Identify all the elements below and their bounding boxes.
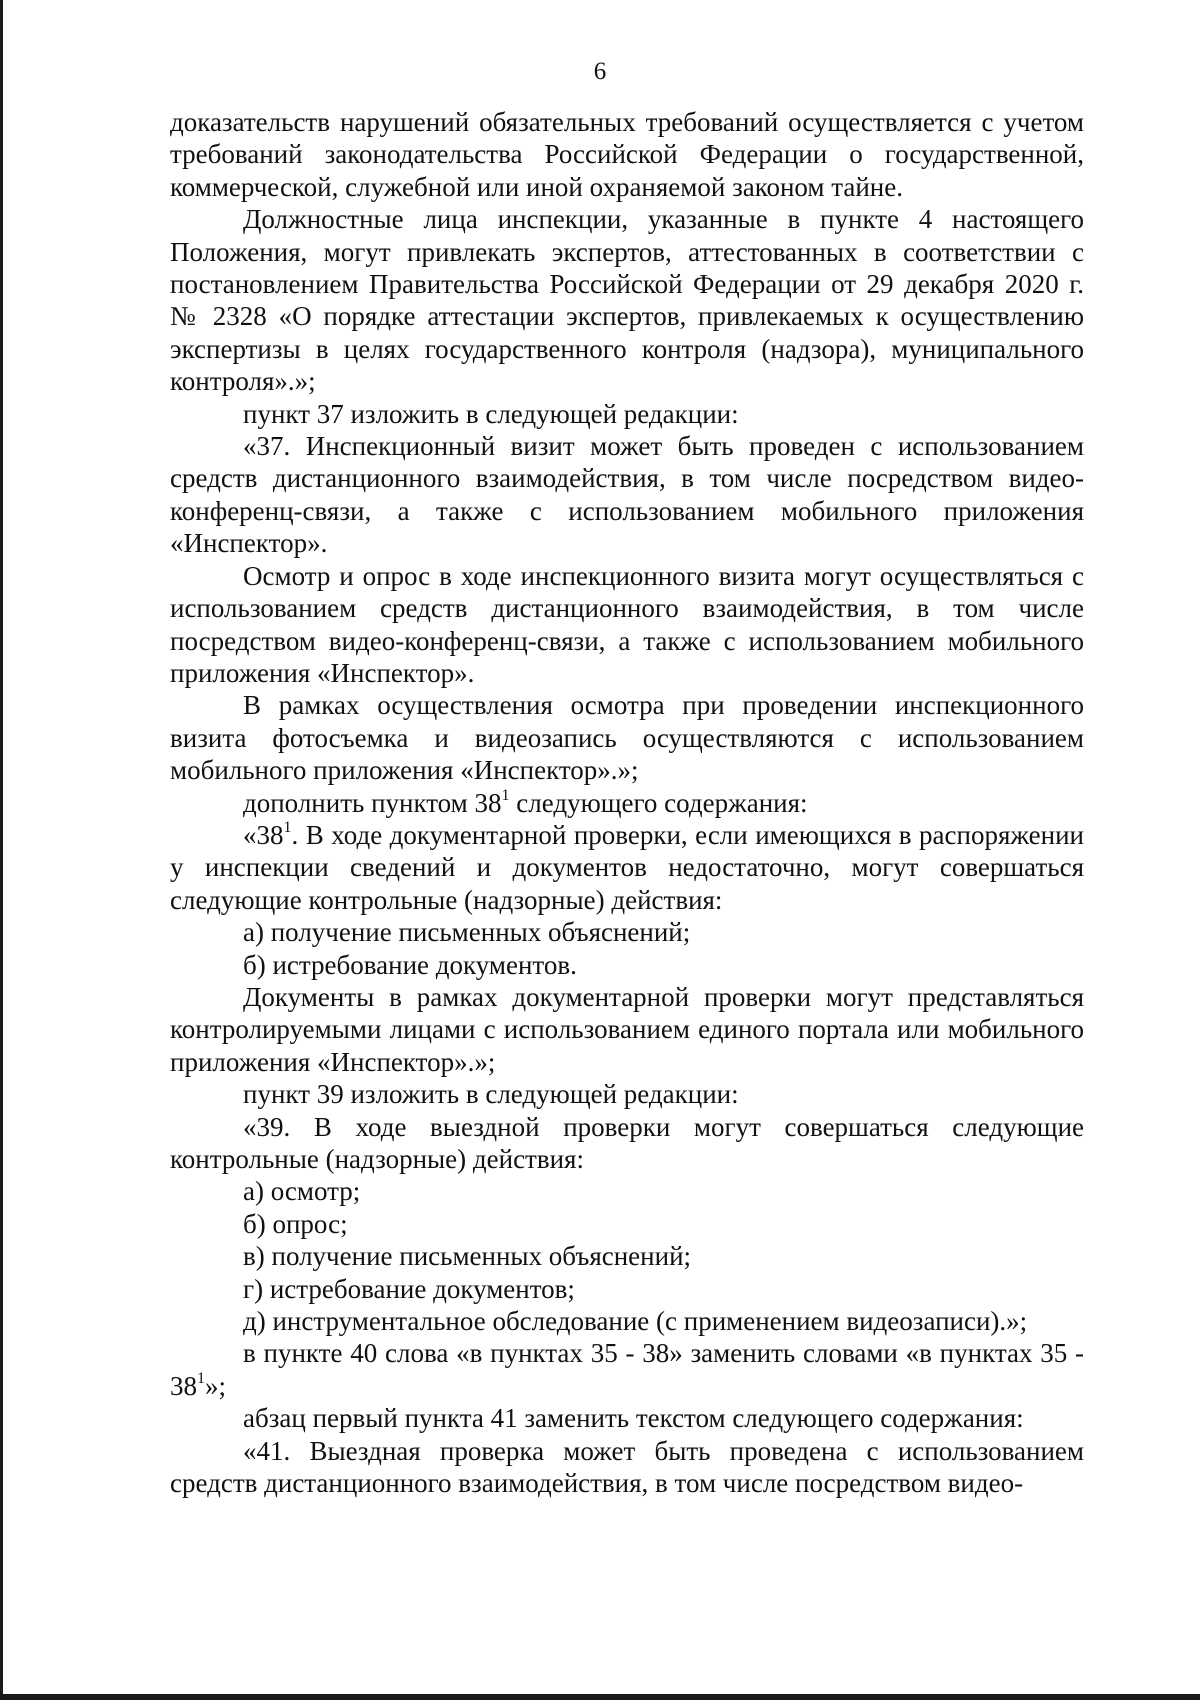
list-item: г) истребование документов; [243, 1273, 575, 1304]
paragraph: Документы в рамках документарной проверки могут представляться контролируемыми лицами с использованием единого портала или мобильного приложения «Инспектор».»; [170, 981, 1084, 1077]
list-item: д) инструментальное обследование (с применением видеозаписи).»; [243, 1306, 1028, 1337]
page-number: 6 [593, 58, 607, 85]
text-run: дополнить пунктом 38 [243, 787, 502, 818]
paragraph: абзац первый пункта 41 заменить текстом следующего содержания: [243, 1403, 1024, 1434]
list-item: а) осмотр; [243, 1176, 361, 1207]
paragraph: «39. В ходе выездной проверки могут совершаться следующие контрольные (надзорные) действия: [170, 1111, 1084, 1174]
superscript: 1 [501, 786, 510, 804]
paragraph: Осмотр и опрос в ходе инспекционного визита могут осуществляться с использованием средств дистанционного взаимодействия, в том числе посредством видео-конференц-связи, а также с использованием мобильного приложения «Инспектор». [170, 560, 1084, 688]
superscript: 1 [283, 818, 292, 836]
paragraph: В рамках осуществления осмотра при проведении инспекционного визита фотосъемка и видеозапись осуществляются с использованием мобильного приложения «Инспектор».»; [170, 690, 1084, 786]
paragraph: пункт 39 изложить в следующей редакции: [243, 1079, 739, 1110]
paragraph [170, 819, 1084, 916]
superscript: 1 [197, 1369, 205, 1387]
list-item: б) опрос; [243, 1208, 348, 1239]
text-run: »; [205, 1370, 227, 1401]
document-body [170, 106, 1084, 1499]
text-run: . В ходе документарной проверки, если имеющихся в распоряжении у инспекции сведений и документов недостаточно, могут совершаться следующие контрольные (надзорные) действия: [170, 819, 1084, 915]
list-item: а) получение письменных объяснений; [243, 917, 691, 948]
scan-edge-left [0, 0, 3, 1700]
paragraph: Должностные лица инспекции, указанные в пункте 4 настоящего Положения, могут привлекать экспертов, аттестованных в соответствии с постановлением Правительства Российской Федерации от 29 декабря 2020 г. № 2328 «О порядке аттестации экспертов, привлекаемых к осуществлению экспертизы в целях государственного контроля (надзора), муниципального контроля».»; [170, 204, 1084, 397]
text-run: «38 [243, 819, 284, 850]
scan-edge-bottom [0, 1694, 1200, 1700]
paragraph: доказательств нарушений обязательных требований осуществляется с учетом требований законодательства Российской Федерации о государственной, коммерческой, служебной или иной охраняемой законом тайне. [170, 107, 1084, 202]
paragraph [170, 787, 1084, 819]
paragraph: «41. Выездная проверка может быть проведена с использованием средств дистанционного взаимодействия, в том числе посредством видео- [170, 1435, 1084, 1499]
paragraph: «37. Инспекционный визит может быть проведен с использованием средств дистанционного взаимодействия, в том числе посредством видео-конференц-связи, а также с использованием мобильного приложения «Инспектор». [170, 431, 1084, 559]
text-run: в пункте 40 слова «в пунктах 35 - 38» заменить словами «в пунктах 35 - 38 [170, 1338, 1084, 1401]
paragraph [170, 1337, 1084, 1402]
paragraph: пункт 37 изложить в следующей редакции: [243, 398, 739, 429]
list-item: б) истребование документов. [243, 949, 577, 980]
list-item: в) получение письменных объяснений; [243, 1241, 692, 1272]
text-run: следующего содержания: [509, 787, 808, 818]
